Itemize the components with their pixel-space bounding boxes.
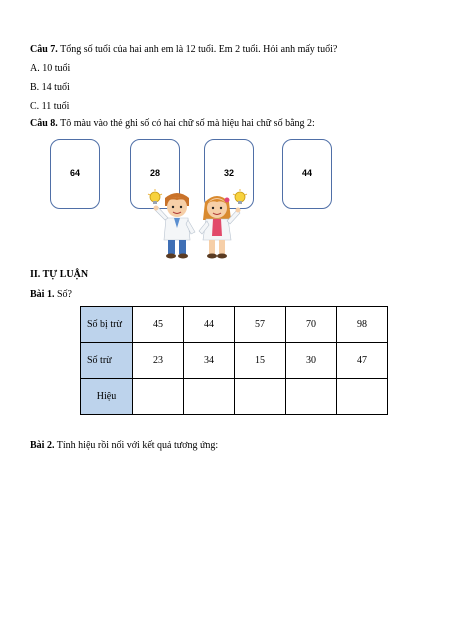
table-row <box>81 379 388 415</box>
number-card-value: 32 <box>223 168 234 178</box>
cau7-option-c: C. 11 tuổi <box>30 101 70 112</box>
table-cell: 44 <box>184 307 235 343</box>
cau8-question <box>30 117 315 130</box>
bai2-text: Tính hiệu rồi nối với kết quả tương ứng: <box>54 440 219 451</box>
answer-cell[interactable] <box>286 379 337 415</box>
cau7-question <box>30 43 337 56</box>
cau8-label: Câu 8. <box>30 118 58 129</box>
bai1-heading <box>30 288 72 301</box>
row-header: Số trừ <box>81 343 133 379</box>
answer-cell[interactable] <box>337 379 388 415</box>
number-card-1[interactable] <box>50 139 100 209</box>
cau8-text: Tô màu vào thẻ ghi số có hai chữ số mà hiệu hai chữ số bằng 2: <box>57 118 315 129</box>
table-cell: 45 <box>133 307 184 343</box>
lightbulb-icon <box>233 189 247 204</box>
cau7-text: Tổng số tuổi của hai anh em là 12 tuổi. Em 2 tuổi. Hỏi anh mấy tuổi? <box>57 44 338 55</box>
section-title: II. TỰ LUẬN <box>30 269 89 280</box>
table-cell: 23 <box>133 343 184 379</box>
girl-figure <box>199 196 241 259</box>
answer-cell[interactable] <box>235 379 286 415</box>
bai1-label: Bài 1. <box>30 289 55 300</box>
table-cell: 34 <box>184 343 235 379</box>
lightbulb-icon <box>148 189 162 204</box>
bai2-heading <box>30 439 218 452</box>
table-cell: 47 <box>337 343 388 379</box>
row-header: Hiệu <box>81 379 133 415</box>
cau7-option-a: A. 10 tuổi <box>30 63 71 74</box>
table-row <box>81 343 388 379</box>
table-cell: 98 <box>337 307 388 343</box>
answer-cell[interactable] <box>184 379 235 415</box>
subtraction-table <box>80 306 388 415</box>
kids-illustration <box>145 188 255 263</box>
table-row <box>81 307 388 343</box>
table-cell: 57 <box>235 307 286 343</box>
number-card-value: 28 <box>149 168 160 178</box>
table-cell: 70 <box>286 307 337 343</box>
number-card-value: 44 <box>301 168 312 178</box>
answer-cell[interactable] <box>133 379 184 415</box>
table-cell: 30 <box>286 343 337 379</box>
cau7-option-b: B. 14 tuổi <box>30 82 70 93</box>
cau7-label: Câu 7. <box>30 44 58 55</box>
number-card-value: 64 <box>69 168 80 178</box>
bai1-text: Số? <box>54 289 72 300</box>
bai2-label: Bài 2. <box>30 440 55 451</box>
number-card-4[interactable] <box>282 139 332 209</box>
row-header: Số bị trừ <box>81 307 133 343</box>
table-cell: 15 <box>235 343 286 379</box>
boy-figure <box>154 193 196 259</box>
